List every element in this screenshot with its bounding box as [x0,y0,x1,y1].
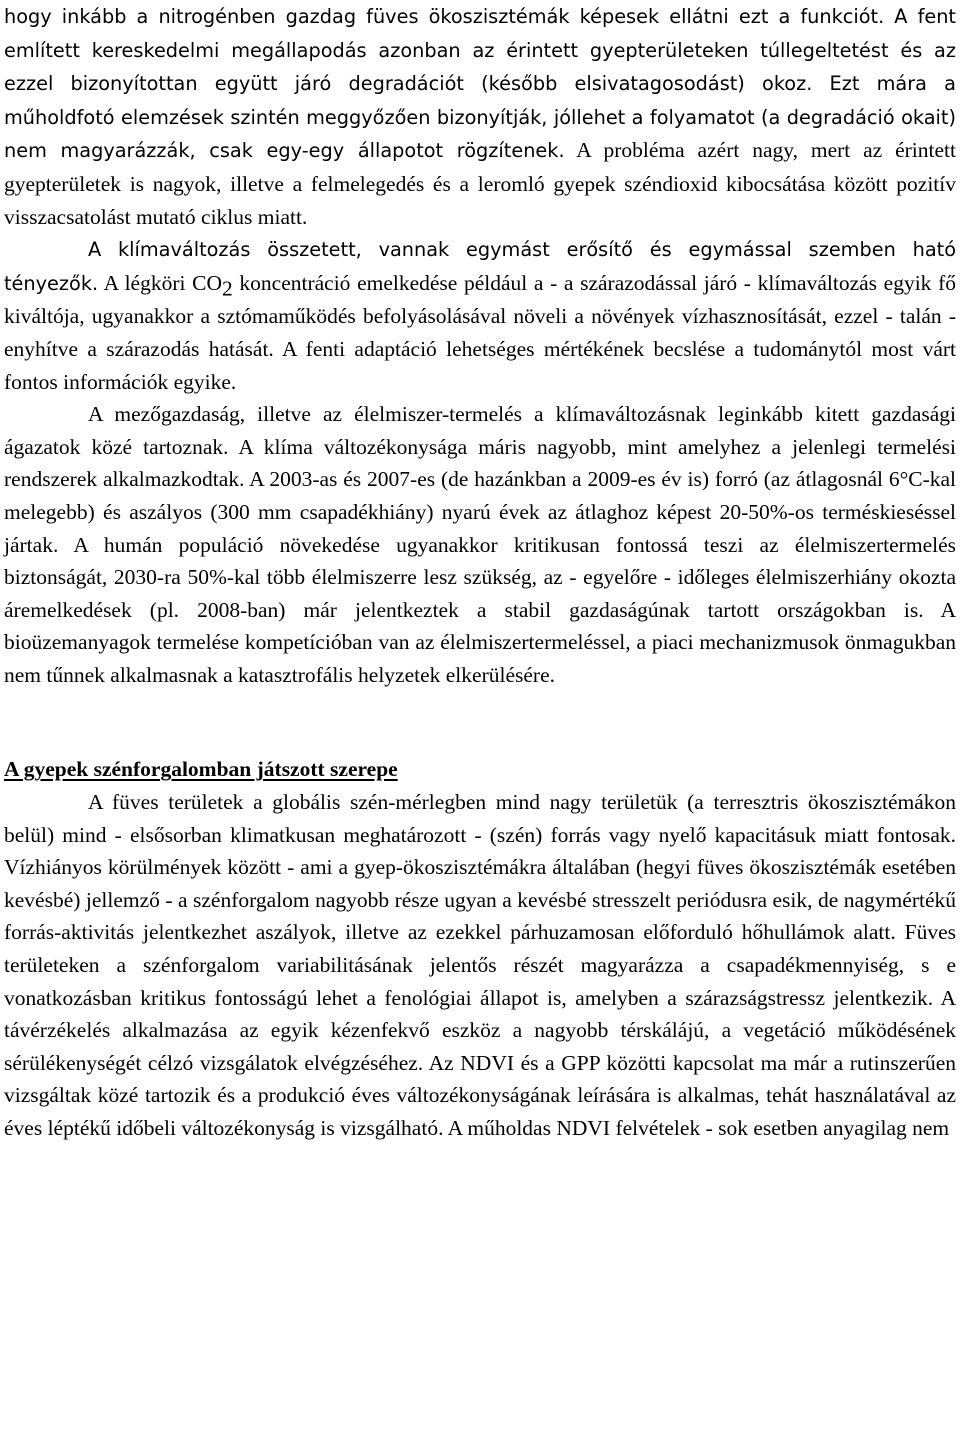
paragraph-1 [4,0,956,233]
paragraph-4: A füves területek a globális szén-mérlegben mind nagy területük (a terresztris ökoszisztémákon belül) mind - elsősorban klimatkusan meghatározott - (szén) forrás vagy nyelő kapacitásuk miatt fontosak. Vízhiányos körülmények között - ami a gyep-ökoszisztémákra általában (hegyi füves ökoszisztémák esetében kevésbé) jellemző - a szénforgalom nagyobb része ugyan a kevésbé stresszelt periódusra esik, de nagymértékű forrás-aktivitás jelentkezhet aszályok, illetve az ezekkel párhuzamosan előforduló hőhullámok alatt. Füves területeken a szénforgalom variabilitásának jelentős részét magyarázza a csapadékmennyiség, s e vonatkozásban kritikus fontosságú lehet a fenológiai állapot is, amelyben a szárazságstressz jelentkezik. A távérzékelés alkalmazása az egyik kézenfekvő eszköz a nagyobb térskálájú, a vegetáció működésének sérülékenységét célzó vizsgálatok elvégzéséhez. Az NDVI és a GPP közötti kapcsolat ma már a rutinszerűen vizsgáltak közé tartozik és a produkció éves változékonyságának leírására is alkalmas, tehát használatával az éves léptékű időbeli változékonyság is vizsgálható. A műholdas NDVI felvételek - sok esetben anyagilag nem [4,790,956,1140]
paragraph-2-serif-text-a: A légköri CO [98,270,222,295]
section-gap [4,691,956,753]
co2-subscript: 2 [222,276,233,301]
paragraph-2-sans-text: A klímaváltozás összetett, vannak egymást erősítő és egymással szemben ható tényezők. [4,238,956,295]
paragraph-1-sans-text: hogy inkább a nitrogénben gazdag füves ökoszisztémák képesek ellátni ezt a funkciót. A fent említett kereskedelmi megállapodás azonban az érintett gyepterületeken túllegeltetést és az ezzel bizonyítottan együtt járó degradációt (később elsivatagosodást) okoz. Ezt mára a műholdfotó elemzések szintén meggyőzően bizonyítják, jóllehet a folyamatot (a degradáció okait) nem magyarázzák, csak egy-egy állapotot rögzítenek. [4,5,956,163]
paragraph-1-serif-text: A probléma azért nagy, mert az érintett gyepterületek is nagyok, illetve a felmelegedés és a leromló gyepek széndioxid kibocsátása között pozitív visszacsatolást mutató ciklus miatt. [4,138,956,229]
document-page [4,0,956,1145]
section-heading: A gyepek szénforgalomban játszott szerepe [4,757,398,782]
paragraph-2 [4,233,956,398]
paragraph-3: A mezőgazdaság, illetve az élelmiszer-termelés a klímaváltozásnak leginkább kitett gazdasági ágazatok közé tartoznak. A klíma változékonysága máris nagyobb, mint amelyhez a jelenlegi termelési rendszerek alkalmazkodtak. A 2003-as és 2007-es (de hazánkban a 2009-es év is) forró (az átlagosnál 6°C-kal melegebb) és aszályos (300 mm csapadékhiány) nyarú évek az átlaghoz képest 20-50%-os terméskieséssel jártak. A humán populáció növekedése ugyanakkor kritikusan fontossá teszi az élelmiszertermelés biztonságát, 2030-ra 50%-kal több élelmiszerre lesz szükség, az - egyelőre - időleges élelmiszerhiány okozta áremelkedések (pl. 2008-ban) már jelentkeztek a stabil gazdaságúnak tartott országokban is. A bioüzemanyagok termelése kompetícióban van az élelmiszertermeléssel, a piaci mechanizmusok önmagukban nem tűnnek alkalmasnak a katasztrofális helyzetek elkerülésére. [4,402,956,687]
paragraph-2-serif-text-b: koncentráció emelkedése például a - a szárazodással járó - klímaváltozás egyik fő kiváltója, ugyanakkor a sztómaműködés befolyásolásával növeli a növények vízhasznosítását, ezzel - talán - enyhítve a szárazodás hatását. A fenti adaptáció lehetséges mértékének becslése a tudománytól most várt fontos információk egyike. [4,270,956,394]
